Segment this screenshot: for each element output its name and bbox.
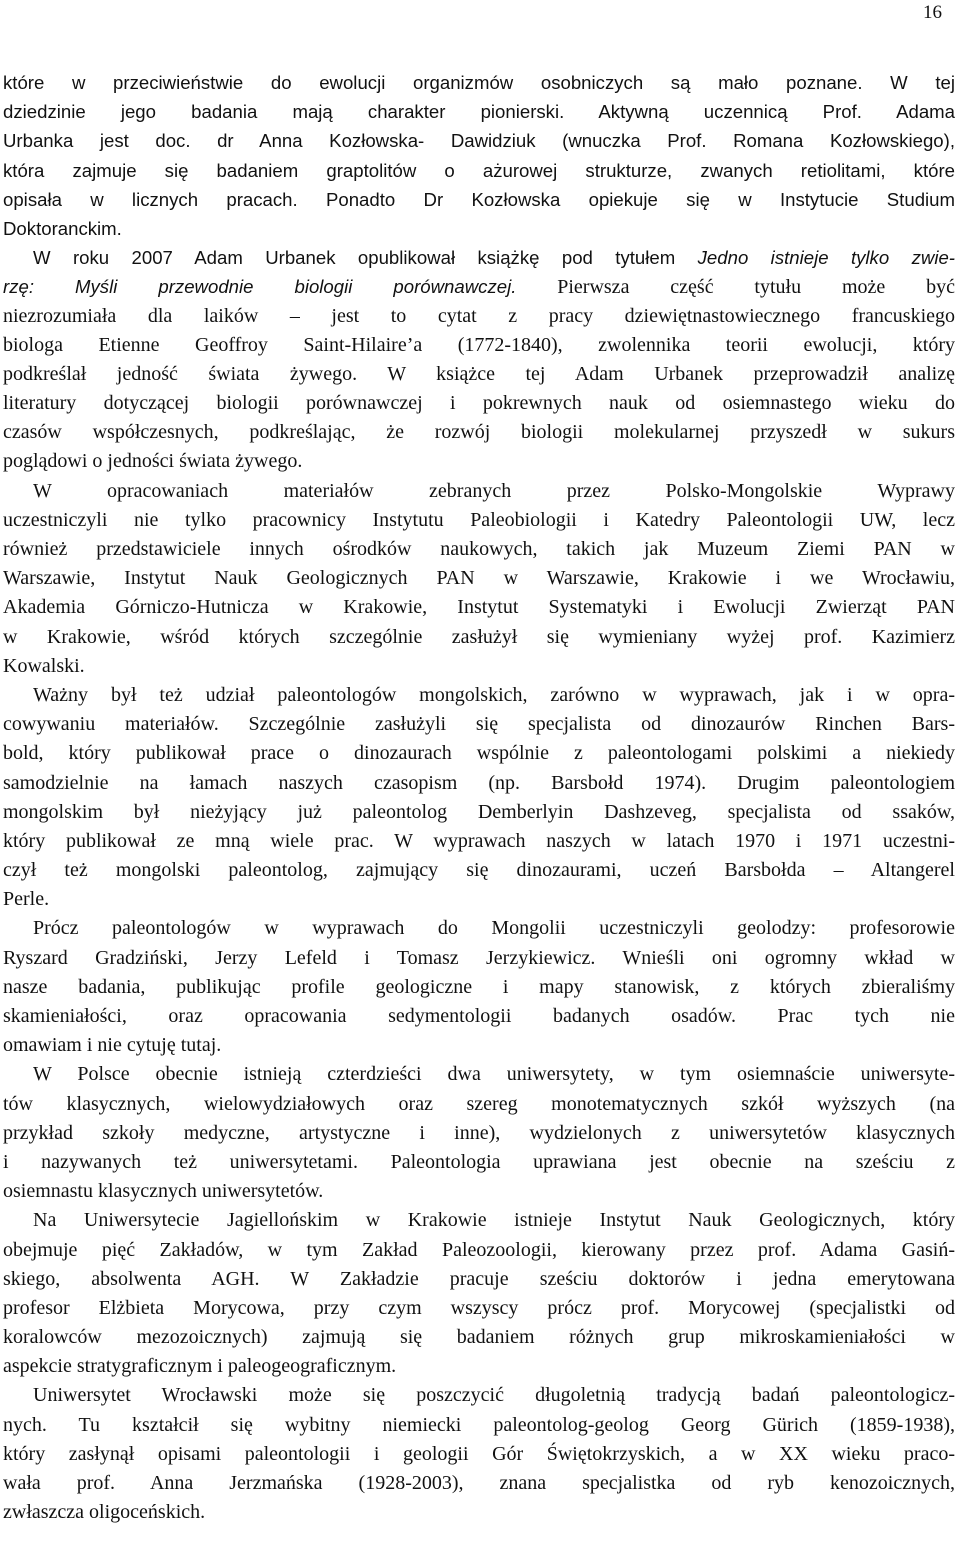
book-title-italic: rzę: Myśli przewodnie biologii porównawczej. xyxy=(3,276,517,298)
text-line: tów klasycznych, wielowydziałowych oraz szereg monotematycznych szkół wyższych (na xyxy=(3,1092,955,1115)
text-line: uczestniczyli nie tylko pracownicy Instytutu Paleobiologii i Katedry Paleontologii UW, lecz xyxy=(3,508,955,531)
text-line: który publikował ze mną wiele prac. W wyprawach naszych w latach 1970 i 1971 uczestni- xyxy=(3,829,955,852)
text-line: i nazywanych też uniwersytetami. Paleontologia uprawiana jest obecnie na sześciu z xyxy=(3,1150,955,1173)
text-line: niezrozumiała dla laików – jest to cytat z pracy dziewiętnastowiecznego francuskiego xyxy=(3,304,955,327)
text-line: zwłaszcza oligoceńskich. xyxy=(3,1501,206,1524)
text-line: profesor Elżbieta Morycowa, przy czym wszyscy prócz prof. Morycowej (specjalistki od xyxy=(3,1296,955,1319)
text-line: skiego, absolwenta AGH. W Zakładzie pracuje sześciu doktorów i jedna emerytowana xyxy=(3,1267,955,1290)
text-line: bold, który publikował prace o dinozaurach wspólnie z paleontologami polskimi a niekiedy xyxy=(3,742,955,765)
text-line: omawiam i nie cytuję tutaj. xyxy=(3,1034,222,1057)
text-line: Perle. xyxy=(3,888,50,911)
text-line: skamieniałości, oraz opracowania sedymentologii badanych osadów. Prac tych nie xyxy=(3,1005,955,1027)
text-line: koralowców mezozoicznych) zajmują się badaniem różnych grup mikroskamieniałości w xyxy=(3,1326,955,1349)
text-line: Warszawie, Instytut Nauk Geologicznych PAN w Warszawie, Krakowie i we Wrocławiu, xyxy=(3,567,955,590)
text-line xyxy=(3,243,955,272)
text-line: Kowalski. xyxy=(3,654,85,677)
text-line: osiemnastu klasycznych uniwersytetów. xyxy=(3,1180,324,1203)
text-line: w Krakowie, wśród których szczególnie zasłużył się wymieniany wyżej prof. Kazimierz xyxy=(3,625,955,648)
text-line: Na Uniwersytecie Jagiellońskim w Krakowie istnieje Instytut Nauk Geologicznych, który xyxy=(33,1209,955,1232)
text-line: Ryszard Gradziński, Jerzy Lefeld i Tomasz Jerzykiewicz. Wnieśli oni ogromny wkład w xyxy=(3,946,955,969)
text-line: samodzielnie na łamach naszych czasopism (np. Barsbołd 1974). Drugim paleontologiem xyxy=(3,771,955,794)
text-line: opisała w licznych pracach. Ponadto Dr Kozłowska opiekuje się w Instytucie Studium xyxy=(3,188,955,210)
text-line: W opracowaniach materiałów zebranych przez Polsko-Mongolskie Wyprawy xyxy=(33,479,955,502)
text-line: nasze badania, publikując profile geologiczne i mapy stanowisk, z których zbieraliśmy xyxy=(3,975,955,998)
text-line: mongolskim był nieżyjący już paleontolog Demberlyin Dashzeveg, specjalista od ssaków, xyxy=(3,800,955,823)
text-line: podkreślał jedność świata żywego. W książce tej Adam Urbanek przeprowadził analizę xyxy=(3,362,955,385)
text-line: Uniwersytet Wrocławski może się poszczycić długoletnią tradycją badań paleontologicz- xyxy=(33,1384,955,1407)
text-line: cowywaniu materiałów. Szczególnie zasłużyli się specjalista od dinozaurów Rinchen Bars- xyxy=(3,713,955,736)
text-line: który zasłynął opisami paleontologii i geologii Gór Świętokrzyskich, a w XX wieku praco- xyxy=(3,1442,955,1465)
text-line: dziedzinie jego badania mają charakter pionierski. Aktywną uczennicą Prof. Adama xyxy=(3,101,955,123)
text-line: Urbanka jest doc. dr Anna Kozłowska- Dawidziuk (wnuczka Prof. Romana Kozłowskiego), xyxy=(3,130,955,152)
text-line: które w przeciwieństwie do ewolucji organizmów osobniczych są mało poznane. W tej xyxy=(3,72,955,93)
text-line: czył też mongolski paleontolog, zajmujący się dinozaurami, uczeń Barsbołda – Altangerel xyxy=(3,859,955,882)
text-line: obejmuje pięć Zakładów, w tym Zakład Paleozoologii, kierowany przez prof. Adama Gasiń- xyxy=(3,1238,955,1261)
text-line: poglądowi o jedności świata żywego. xyxy=(3,450,303,473)
text-line: biologa Etienne Geoffroy Saint-Hilaire’a (1772-1840), zwolennika teorii ewolucji, który xyxy=(3,333,955,356)
text-line: Ważny był też udział paleontologów mongolskich, zarówno w wyprawach, jak i w opra- xyxy=(33,683,955,706)
text-line: aspekcie stratygraficznym i paleogeograficznym. xyxy=(3,1355,397,1378)
text-line: nych. Tu kształcił się wybitny niemiecki paleontolog-geolog Georg Gürich (1859-1938), xyxy=(3,1413,955,1436)
page-number: 16 xyxy=(923,2,942,23)
text-line: Prócz paleontologów w wyprawach do Mongolii uczestniczyli geolodzy: profesorowie xyxy=(33,917,955,940)
text-line: czasów współczesnych, podkreślając, że rozwój biologii molekularnej przyszedł w sukurs xyxy=(3,421,955,444)
text-line: Doktoranckim. xyxy=(3,217,122,239)
text-line: również przedstawiciele innych ośrodków naukowych, takich jak Muzeum Ziemi PAN w xyxy=(3,538,955,560)
body-text xyxy=(3,68,955,1527)
text-line: przykład szkoły medyczne, artystyczne i inne), wydzielonych z uniwersytetów klasycznych xyxy=(3,1121,955,1144)
text-line: wała prof. Anna Jerzmańska (1928-2003), znana specjalistka od ryb kenozoicznych, xyxy=(3,1472,955,1494)
text-line: która zajmuje się badaniem graptolitów o ażurowej strukturze, zwanych retiolitami, które xyxy=(3,159,955,181)
text-run: Pierwsza część tytułu może być xyxy=(516,276,955,299)
text-run: W roku 2007 Adam Urbanek opublikował książkę pod tytułem xyxy=(33,247,698,269)
text-line: Akademia Górniczo-Hutnicza w Krakowie, Instytut Systematyki i Ewolucji Zwierząt PAN xyxy=(3,596,955,619)
book-title-italic: Jedno istnieje tylko zwie- xyxy=(697,247,955,269)
text-line: W Polsce obecnie istnieją czterdzieści dwa uniwersytety, w tym osiemnaście uniwersyte- xyxy=(33,1063,955,1086)
text-line xyxy=(3,272,955,301)
text-line: literatury dotyczącej biologii porównawczej i pokrewnych nauk od osiemnastego wieku do xyxy=(3,392,955,415)
